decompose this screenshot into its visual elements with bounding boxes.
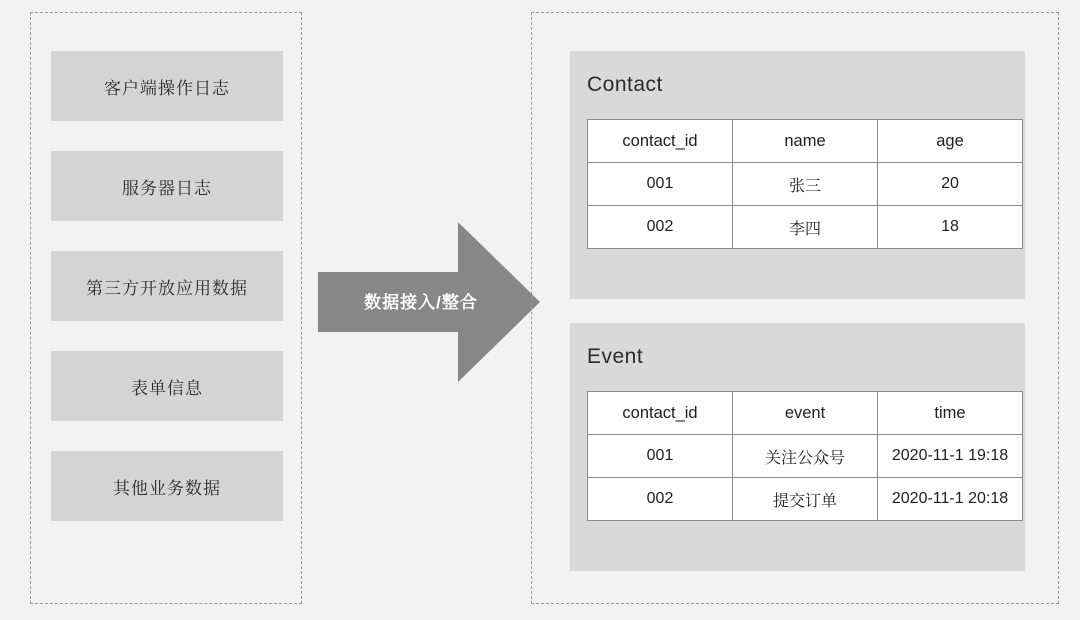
data-source-item[interactable]: 客户端操作日志 (51, 51, 283, 121)
data-source-list (51, 51, 283, 521)
table-header-row (588, 120, 1023, 163)
column-header: name (733, 120, 878, 163)
integration-arrow (318, 222, 540, 382)
entity-title: Event (587, 345, 644, 368)
data-source-item[interactable]: 表单信息 (51, 351, 283, 421)
table-cell: 关注公众号 (733, 435, 878, 478)
table-cell: 001 (588, 435, 733, 478)
table-cell: 001 (588, 163, 733, 206)
table-cell: 张三 (733, 163, 878, 206)
table-row (588, 206, 1023, 249)
table-cell: 提交订单 (733, 478, 878, 521)
column-header: age (878, 120, 1023, 163)
data-source-item[interactable]: 第三方开放应用数据 (51, 251, 283, 321)
column-header: time (878, 392, 1023, 435)
entity-table-contact (587, 119, 1023, 249)
table-cell: 2020-11-1 19:18 (878, 435, 1023, 478)
table-row (588, 478, 1023, 521)
table-row (588, 163, 1023, 206)
integration-arrow-label: 数据接入/整合 (364, 293, 478, 312)
table-cell: 李四 (733, 206, 878, 249)
column-header: contact_id (588, 120, 733, 163)
column-header: contact_id (588, 392, 733, 435)
column-header: event (733, 392, 878, 435)
table-cell: 002 (588, 206, 733, 249)
entities-panel (531, 12, 1059, 604)
arrow-icon (318, 222, 540, 382)
data-sources-panel (30, 12, 302, 604)
table-cell: 18 (878, 206, 1023, 249)
table-cell: 002 (588, 478, 733, 521)
table-header-row (588, 392, 1023, 435)
entity-title: Contact (587, 73, 663, 96)
data-source-item[interactable]: 服务器日志 (51, 151, 283, 221)
entity-card-contact (570, 51, 1025, 299)
entity-table-event (587, 391, 1023, 521)
table-cell: 2020-11-1 20:18 (878, 478, 1023, 521)
data-source-item[interactable]: 其他业务数据 (51, 451, 283, 521)
table-cell: 20 (878, 163, 1023, 206)
entity-card-event (570, 323, 1025, 571)
table-row (588, 435, 1023, 478)
